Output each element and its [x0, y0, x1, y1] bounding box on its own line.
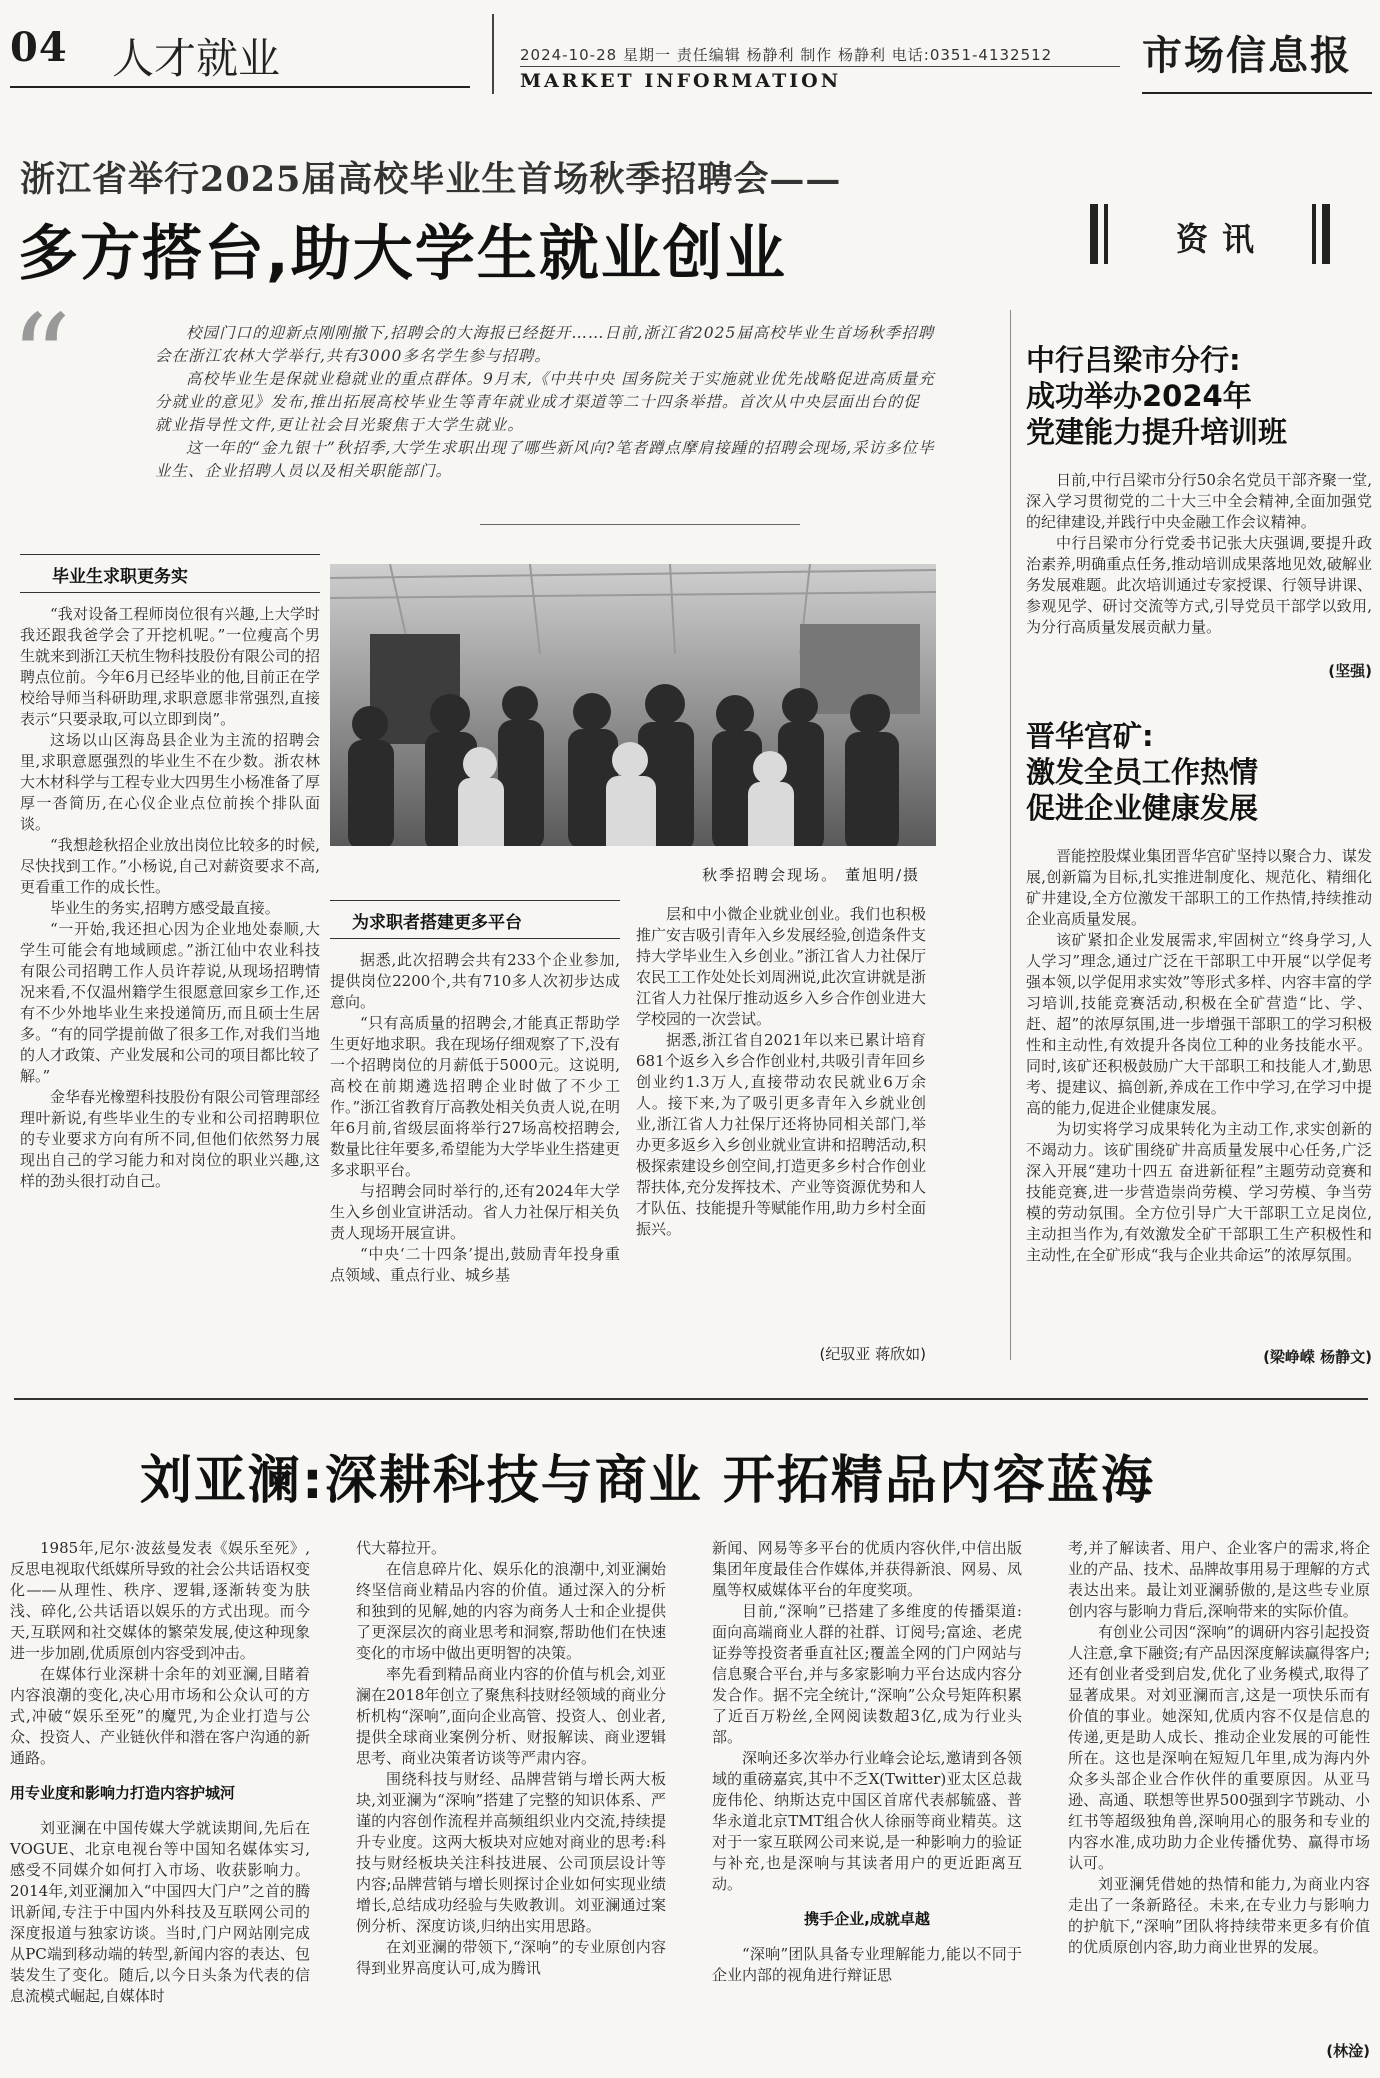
paragraph: 该矿紧扣企业发展需求,牢固树立“终身学习,人人学习”理念,通过广泛在干部职工中开展“以学促考强本领,以学促用求实效”等形式多样、内容丰富的学习培训,技能竞赛活动,积极在全矿营造“比、学、赶、超”的浓厚氛围,进一步增强干部职工的学习积极性和主动性,有效提升各岗位工种的业务技能水平。同时,该矿还积极鼓励广大干部职工和技能人才,勤思考、提建议、搞创新,养成在工作中学习,在学习中提高的能力,促进企业健康发展。	[1026, 931, 1372, 1117]
title-line: 晋华宫矿:	[1026, 719, 1154, 753]
crowd-illustration	[330, 564, 936, 846]
paragraph: 新闻、网易等多平台的优质内容伙伴,中信出版集团年度最佳合作媒体,并获得新浪、网易、凤凰等权威媒体平台的年度奖项。	[712, 1539, 1022, 1599]
header-rule-left	[10, 86, 470, 88]
market-information: MARKET INFORMATION	[520, 70, 842, 92]
paragraph: 围绕科技与财经、品牌营销与增长两大板块,刘亚澜为“深响”搭建了完整的知识体系、严谨的内容创作流程并高频组织业内交流,持续提升专业度。这两大板块对应她对商业的思考:科技与财经板块关注科技进展、公司顶层设计等内容;品牌营销与增长则探讨企业如何实现业绩增长,总结成功经验与失败教训。刘亚澜通过案例分析、深度访谈,归纳出实用思路。	[356, 1770, 666, 1935]
title-line: 促进企业健康发展	[1026, 791, 1259, 825]
sub2-rule-bottom	[330, 938, 620, 939]
article-column-1	[20, 604, 320, 1192]
sub1-rule-bottom	[20, 592, 320, 593]
paragraph: 据悉,此次招聘会共有233个企业参加,提供岗位2200个,共有710多人次初步达成意向。	[330, 951, 620, 1011]
section-title: 人才就业	[112, 34, 281, 83]
newspaper-logo: 市场信息报	[1142, 32, 1352, 79]
bottom-column-1	[10, 1538, 310, 2007]
paragraph: “深响”团队具备专业理解能力,能以不同于企业内部的视角进行辩证思	[712, 1945, 1022, 1984]
sidebar-story2-credit: (梁峥嵘 杨静文)	[1263, 1348, 1372, 1366]
sub1-rule-top	[20, 554, 320, 555]
header-rule-right	[1142, 92, 1372, 94]
article-column-3	[636, 904, 926, 1240]
job-fair-photo	[330, 564, 936, 846]
bottom-headline: 刘亚澜:深耕科技与商业 开拓精品内容蓝海	[140, 1451, 1155, 1511]
paragraph: 在媒体行业深耕十余年的刘亚澜,目睹着内容浪潮的变化,决心用市场和公众认可的方式,冲破“娱乐至死”的魔咒,为企业打造与公众、投资人、产业链伙伴和潜在客户沟通的新通路。	[10, 1665, 311, 1767]
paragraph: 目前,“深响”已搭建了多维度的传播渠道:面向高端商业人群的社群、订阅号;富途、老虎证券等投资者垂直社区;覆盖全网的门户网站与信息聚合平台,并与多家影响力平台达成内容分发合作。据不完全统计,“深响”公众号矩阵积累了近百万粉丝,全网阅读数超3亿,成为行业头部。	[712, 1602, 1022, 1746]
sidebar-label: 资讯	[1176, 220, 1269, 258]
issue-meta: 2024-10-28 星期一 责任编辑 杨静利 制作 杨静利 电话:0351-4132512	[520, 46, 1053, 64]
title-line: 激发全员工作热情	[1026, 755, 1259, 789]
sidebar-story1-title	[1026, 342, 1287, 450]
bottom-column-2	[356, 1538, 666, 1979]
paragraph: “中央‘二十四条’提出,鼓励青年投身重点领域、重点行业、城乡基	[330, 1245, 620, 1284]
lead-paragraph: 这一年的“金九银十”秋招季,大学生求职出现了哪些新风向?笔者蹲点摩肩接踵的招聘会现场,采访多位毕业生、企业招聘人员以及相关职能部门。	[155, 439, 935, 480]
section-separator	[14, 1398, 1368, 1400]
subheading-platforms: 为求职者搭建更多平台	[352, 913, 522, 933]
paragraph: 深响还多次举办行业峰会论坛,邀请到各领域的重磅嘉宾,其中不乏X(Twitter)亚太区总裁庞伟伦、纳斯达克中国区首席代表郝毓盛、普华永道北京TMT组合伙人徐丽等商业精英。这对于一家互联网公司来说,是一种影响力的验证与补充,也是深响与其读者用户的更近距离互动。	[712, 1749, 1022, 1893]
sidebar-story1-body	[1026, 470, 1372, 638]
paragraph: 在刘亚澜的带领下,“深响”的专业原创内容得到业界高度认可,成为腾讯	[356, 1938, 666, 1977]
article-column-2	[330, 950, 620, 1286]
article-lead	[155, 322, 935, 483]
paragraph: 有创业公司因“深响”的调研内容引起投资人注意,拿下融资;有产品因深度解读赢得客户;还有创业者受到启发,优化了业务模式,取得了显著成果。对刘亚澜而言,这是一项快乐而有价值的事业。她深知,优质内容不仅是信息的传递,更是助人成长、推动企业发展的可能性所在。这也是深响在短短几年里,成为海内外众多头部企业合作伙伴的重要原因。从亚马逊、高通、联想等世界500强到字节跳动、小红书等超级独角兽,深响用心的服务和专业的内容水准,成功助力企业传播优势、赢得市场认可。	[1068, 1623, 1370, 1872]
paragraph: 据悉,浙江省自2021年以来已累计培育681个返乡入乡合作创业村,共吸引青年回乡创业约1.3万人,直接带动农民就业6万余人。接下来,为了吸引更多青年入乡就业创业,浙江省人力社保厅还将协同相关部门,举办更多返乡入乡创业就业宣讲和招聘活动,积极探索建设乡创空间,打造更多乡村合作创业帮扶体,充分发挥技术、产业等资源优势和人才队伍、技能提升等赋能作用,助力乡村全面振兴。	[636, 1031, 926, 1238]
article-kicker: 浙江省举行2025届高校毕业生首场秋季招聘会——	[20, 159, 842, 200]
paragraph: 考,并了解读者、用户、企业客户的需求,将企业的产品、技术、品牌故事用易于理解的方式表达出来。最让刘亚澜骄傲的,是这些专业原创内容与影响力背后,深响带来的实际价值。	[1068, 1539, 1370, 1620]
subheading-jobseekers: 毕业生求职更务实	[52, 567, 188, 587]
bottom-column-3	[712, 1538, 1022, 1986]
article-credit: (纪驭亚 蒋欣如)	[819, 1345, 926, 1363]
paragraph: 毕业生的务实,招聘方感受最直接。	[50, 899, 280, 917]
sidebar-story1-credit: (坚强)	[1328, 662, 1372, 680]
lead-paragraph: 高校毕业生是保就业稳就业的重点群体。9月末,《中共中央 国务院关于实施就业优先战略促进高质量充分就业的意见》发布,推出拓展高校毕业生等青年就业成才渠道等二十四条举措。首次从中央层面出台的促就业指导性文件,更让社会目光聚焦于大学生就业。	[155, 370, 935, 434]
photo-caption: 秋季招聘会现场。 董旭明/摄	[702, 866, 920, 884]
paragraph: “只有高质量的招聘会,才能真正帮助学生更好地求职。我在现场仔细观察了下,没有一个招聘岗位的月薪低于5000元。这说明,高校在前期遴选招聘企业时做了不少工作。”浙江省教育厅高教处相关负责人说,在明年6月前,省级层面将举行27场高校招聘会,数量比往年要多,希望能为大学毕业生搭建更多求职平台。	[330, 1014, 620, 1179]
column-divider-sidebar	[1010, 310, 1011, 1360]
paragraph: “我对设备工程师岗位很有兴趣,上大学时我还跟我爸学会了开挖机呢。”一位瘦高个男生就来到浙江天杭生物科技股份有限公司的招聘点位前。今年6月已经毕业的他,目前正在学校给导师当科研助理,求职意愿非常强烈,直接表示“只要录取,可以立即到岗”。	[20, 605, 321, 728]
paragraph: 金华春光橡塑科技股份有限公司管理部经理叶新说,有些毕业生的专业和公司招聘职位的专业要求方向有所不同,但他们依然努力展现出自己的学习能力和对岗位的职业兴趣,这样的劲头很打动自己。	[20, 1088, 321, 1190]
paragraph: 层和中小微企业就业创业。我们也积极推广安吉吸引青年入乡发展经验,创造条件支持大学毕业生入乡创业。”浙江省人力社保厅农民工工作处处长刘周洲说,此次宣讲就是浙江省人力社保厅推动返乡入乡合作创业进大学校园的一次尝试。	[636, 905, 926, 1028]
paragraph: 率先看到精品商业内容的价值与机会,刘亚澜在2018年创立了聚焦科技财经领域的商业分析机构“深响”,面向企业高管、投资人、创业者,提供全球商业案例分析、财报解读、商业逻辑思考、商业决策者访谈等严肃内容。	[356, 1665, 666, 1767]
bottom-credit: (林淦)	[1326, 2042, 1370, 2060]
paragraph: 与招聘会同时举行的,还有2024年大学生入乡创业宣讲活动。省人力社保厅相关负责人现场开展宣讲。	[330, 1182, 620, 1242]
paragraph: 中行吕梁市分行党委书记张大庆强调,要提升政治素养,明确重点任务,推动培训成果落地见效,破解业务发展难题。此次培训通过专家授课、行领导讲课、参观见学、研讨交流等方式,引导党员干部学以致用,为分行高质量发展贡献力量。	[1026, 534, 1372, 636]
quote-icon: “	[10, 290, 72, 429]
lead-paragraph: 校园门口的迎新点刚刚撤下,招聘会的大海报已经挺开……日前,浙江省2025届高校毕业生首场秋季招聘会在浙江农林大学举行,共有3000多名学生参与招聘。	[155, 324, 935, 365]
subheading-partnering: 携手企业,成就卓越	[804, 1910, 930, 1928]
title-line: 党建能力提升培训班	[1026, 415, 1288, 449]
paragraph: 这场以山区海岛县企业为主流的招聘会里,求职意愿强烈的毕业生不在少数。浙农林大木材科学与工程专业大四男生小杨准备了厚厚一沓简历,在心仪企业点位前挨个排队面谈。	[20, 731, 321, 833]
title-line: 中行吕梁市分行:	[1026, 343, 1241, 377]
lead-rule	[480, 524, 800, 525]
paragraph: 在信息碎片化、娱乐化的浪潮中,刘亚澜始终坚信商业精品内容的价值。通过深入的分析和独到的见解,她的内容为商务人士和企业提供了更深层次的商业思考和洞察,帮助他们在快速变化的市场中做出更明智的决策。	[356, 1560, 666, 1662]
sidebar-story2-body	[1026, 846, 1372, 1266]
bottom-column-4	[1068, 1538, 1370, 1958]
paragraph: “一开始,我还担心因为企业地处泰顺,大学生可能会有地域顾虑。”浙江仙中农业科技有限公司招聘工作人员许荐说,从现场招聘情况来看,不仅温州籍学生很愿意回家乡工作,还有不少外地毕业生来投递简历,而且硕士生居多。“有的同学提前做了很多工作,对我们当地的人才政策、产业发展和公司的项目都比较了解。”	[20, 920, 321, 1085]
paragraph: 为切实将学习成果转化为主动工作,求实创新的不竭动力。该矿围绕矿井高质量发展中心任务,广泛深入开展“建功十四五 奋进新征程”主题劳动竞赛和技能竞赛,进一步营造崇尚劳模、学习劳模、争当劳模的劳动氛围。全方位引导广大干部职工立足岗位,主动担当作为,有效激发全矿干部职工生产积极性和主动性,在全矿形成“我与企业共命运”的浓厚氛围。	[1026, 1120, 1372, 1264]
header-divider	[492, 14, 494, 94]
paragraph: 刘亚澜凭借她的热情和能力,为商业内容走出了一条新路径。未来,在专业力与影响力的护航下,“深响”团队将持续带来更多有价值的优质原创内容,助力商业世界的发展。	[1068, 1875, 1370, 1956]
paragraph: 代大幕拉开。	[356, 1539, 447, 1557]
title-line: 成功举办2024年	[1026, 379, 1252, 413]
paragraph: “我想趁秋招企业放出岗位比较多的时候,尽快找到工作。”小杨说,自己对薪资要求不高,更看重工作的成长性。	[20, 836, 320, 896]
paragraph: 晋能控股煤业集团晋华宫矿坚持以聚合力、谋发展,创新篇为目标,扎实推进制度化、规范化、精细化矿井建设,全方位激发干部职工的工作热情,持续推动企业高质量发展。	[1026, 847, 1372, 928]
sidebar-story2-title	[1026, 718, 1258, 826]
header-rule-mid	[520, 66, 1120, 67]
paragraph: 刘亚澜在中国传媒大学就读期间,先后在VOGUE、北京电视台等中国知名媒体实习,感受不同媒介如何打入市场、收获影响力。2014年,刘亚澜加入“中国四大门户”之首的腾讯新闻,专注于中国内外科技及互联网公司的深度报道与独家访谈。当时,门户网站刚完成从PC端到移动端的转型,新闻内容的表达、包装发生了变化。随后,以今日头条为代表的信息流模式崛起,自媒体时	[10, 1819, 310, 2005]
sub2-rule-top	[330, 900, 620, 901]
subheading-content-moat: 用专业度和影响力打造内容护城河	[10, 1784, 236, 1802]
paragraph: 日前,中行吕梁市分行50余名党员干部齐聚一堂,深入学习贯彻党的二十大三中全会精神,全面加强党的纪律建设,并践行中央金融工作会议精神。	[1026, 471, 1372, 531]
paragraph: 1985年,尼尔·波兹曼发表《娱乐至死》,反思电视取代纸媒所导致的社会公共话语权变化——从理性、秩序、逻辑,逐渐转变为肤浅、碎化,公共话语以娱乐的方式出现。而今天,互联网和社交媒体的繁荣发展,使这种现象进一步加剧,优质原创内容受到冲击。	[10, 1539, 311, 1662]
article-headline: 多方搭台,助大学生就业创业	[18, 219, 787, 289]
page-number: 04	[10, 24, 68, 71]
